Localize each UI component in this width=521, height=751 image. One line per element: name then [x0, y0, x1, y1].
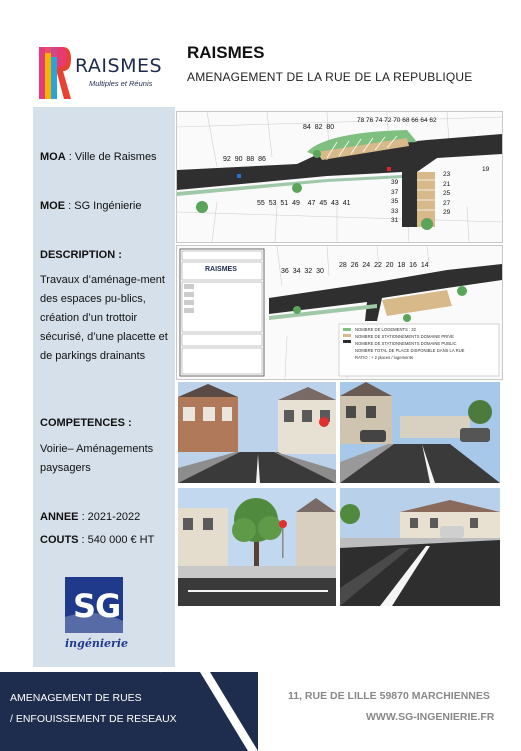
- lot-number: 33: [391, 207, 399, 215]
- placette-photo-image: [178, 488, 336, 606]
- lot-number: 72: [384, 117, 392, 124]
- plan1-lots-bottom: [257, 200, 351, 207]
- company-address: 11, RUE DE LILLE 59870 MARCHIENNES: [288, 690, 490, 702]
- legend-item: NOMBRE TOTAL DE PLACE DISPONIBLE DANS LA RUE: [355, 348, 465, 353]
- competences-text: Voirie– Aménagements paysagers: [40, 443, 154, 474]
- photo-placette-tree: [178, 488, 336, 606]
- moa-line: [40, 151, 157, 163]
- lot-number: 18: [397, 262, 406, 269]
- lot-number: 21: [443, 180, 451, 188]
- lot-number: 78: [357, 117, 365, 124]
- lot-number: 19: [482, 166, 490, 173]
- raismes-r-icon: [39, 43, 71, 99]
- sg-logo-square: [65, 577, 123, 633]
- lot-number: 47: [307, 200, 316, 207]
- moe-value: : SG Ingénierie: [65, 200, 142, 212]
- plan2-lots: [281, 268, 324, 275]
- lot-number: 62: [429, 117, 437, 124]
- sg-ingenierie-logo: [61, 575, 128, 657]
- lot-number: 66: [411, 117, 419, 124]
- footer-band: [0, 672, 258, 751]
- page-subtitle: AMENAGEMENT DE LA RUE DE LA REPUBLIQUE: [187, 70, 473, 84]
- plan1-lots-top-mid: [303, 124, 334, 131]
- lot-number: 25: [443, 190, 451, 197]
- logo-name: RAISMES: [75, 55, 163, 77]
- couts-label: COUTS: [40, 534, 79, 546]
- lot-number: 31: [391, 217, 399, 224]
- lot-number: 24: [362, 262, 371, 269]
- raismes-logo: [33, 35, 175, 107]
- lot-number: 45: [319, 200, 328, 207]
- legend-item: NOMBRE DE LOGEMENTS : 32: [355, 327, 416, 332]
- company-website[interactable]: WWW.SG-INGENIERIE.FR: [366, 711, 495, 723]
- description-text: Travaux d’aménage-ment des espaces pu-blics, création d’un trottoir sécurisé, d’une placette et de parkings drainants: [40, 274, 168, 362]
- footer-chevron-shape: [160, 672, 258, 751]
- logo-tagline: Multiples et Réunis: [89, 79, 153, 88]
- site-plan-1: [176, 111, 503, 243]
- lot-number: 14: [420, 262, 429, 269]
- lot-number: 35: [391, 198, 399, 205]
- legend-item: RATIO : + 2 places / logements: [355, 355, 413, 360]
- plan1-lots-right-b: [443, 170, 450, 218]
- sg-letters: SG: [73, 587, 121, 625]
- moe-line: [40, 200, 142, 212]
- sg-subtitle: ingénierie: [65, 637, 129, 650]
- lot-number: 49: [292, 200, 300, 207]
- annee-value: : 2021-2022: [78, 511, 141, 523]
- lot-number: 34: [292, 268, 301, 275]
- plan2-lots-b: [339, 262, 429, 269]
- lot-number: 37: [391, 188, 399, 196]
- plan2-legend: [355, 326, 499, 361]
- lot-number: 39: [391, 179, 399, 186]
- site-plan-2: [176, 245, 503, 380]
- photo-street-view-2: [340, 382, 500, 483]
- lot-number: 20: [385, 262, 394, 269]
- lot-number: 43: [331, 200, 339, 207]
- lot-number: 64: [420, 117, 428, 124]
- plan1-lots-top-left: [223, 156, 266, 163]
- lot-number: 26: [350, 262, 359, 269]
- moa-label: MOA: [40, 151, 66, 163]
- lot-number: 16: [409, 262, 417, 269]
- lot-number: 30: [316, 268, 324, 275]
- lot-number: 86: [258, 156, 266, 163]
- lot-number: 27: [443, 199, 451, 207]
- lot-number: 80: [326, 124, 335, 131]
- lot-number: 23: [443, 171, 451, 178]
- couts-value: : 540 000 € HT: [78, 534, 155, 546]
- cartouche-logo: RAISMES: [205, 266, 237, 273]
- lot-number: 22: [374, 262, 382, 269]
- photo-new-sidewalk: [340, 488, 500, 606]
- lot-number: 74: [375, 117, 383, 124]
- description-title: DESCRIPTION :: [40, 249, 122, 261]
- couts-line: [40, 534, 154, 546]
- lot-number: 51: [280, 200, 289, 207]
- plan1-lots-top-right: [357, 117, 437, 124]
- lot-number: 32: [304, 268, 313, 275]
- moa-value: : Ville de Raismes: [65, 151, 157, 163]
- moe-label: MOE: [40, 200, 66, 212]
- annee-line: [40, 511, 140, 523]
- lot-number: 41: [342, 200, 351, 207]
- street-photo-1-image: [178, 382, 336, 483]
- lot-number: 36: [281, 268, 289, 275]
- lot-number: 92: [223, 156, 231, 163]
- legend-item: NOMBRE DE STATIONNEMENTS DOMAINE PRIVE: [355, 334, 454, 339]
- page-title: RAISMES: [187, 43, 265, 62]
- photo-street-view-1: [178, 382, 336, 483]
- lot-number: 68: [402, 117, 410, 124]
- sidewalk-photo-image: [340, 488, 500, 606]
- street-photo-2-image: [340, 382, 500, 483]
- plan1-lots-right-a: [391, 178, 398, 226]
- lot-number: 76: [366, 117, 374, 124]
- site-plan-1-drawing: [177, 112, 502, 242]
- annee-label: ANNEE: [40, 511, 79, 523]
- lot-number: 90: [234, 156, 243, 163]
- footer-service-2: / ENFOUISSEMENT DE RESEAUX: [10, 713, 177, 725]
- competences-title: COMPETENCES :: [40, 417, 132, 429]
- lot-number: 70: [393, 117, 401, 124]
- lot-number: 84: [303, 124, 311, 131]
- lot-number: 29: [443, 209, 451, 216]
- footer-service-1: AMENAGEMENT DE RUES: [10, 692, 142, 704]
- lot-number: 53: [268, 200, 277, 207]
- lot-number: 88: [246, 156, 255, 163]
- lot-number: 55: [257, 200, 265, 207]
- legend-item: NOMBRE DE STATIONNEMENTS DOMAINE PUBLIC: [355, 341, 457, 346]
- lot-number: 82: [314, 124, 323, 131]
- lot-number: 28: [339, 262, 347, 269]
